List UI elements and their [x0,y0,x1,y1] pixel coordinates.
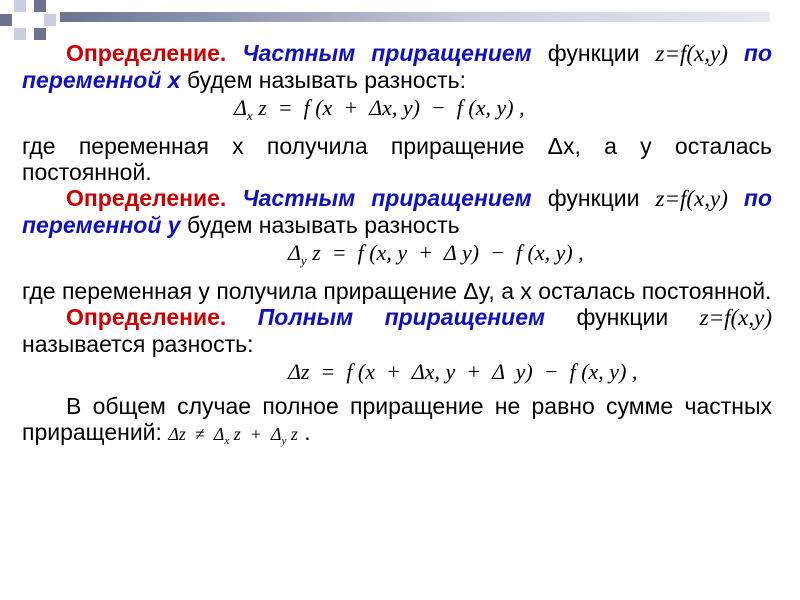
header-bar [60,12,770,22]
deco-square [34,0,46,12]
deco-square [26,12,40,26]
variable-term: по переменной x [22,40,772,93]
definition-2 [22,185,772,238]
deco-square [34,28,46,40]
formula-tail: , [572,240,584,265]
conclusion-tail: . [297,419,311,445]
deco-square [14,0,26,12]
function-name: z=f(x,y) [655,186,728,211]
formula-part: Δz ≠ Δ [168,424,225,444]
deco-square [14,28,26,40]
definition-label: Определение. [66,40,227,66]
text: функции [531,40,656,66]
definition-label: Определение. [66,185,227,211]
definition-2-note: где переменная y получила приращение Δy, а x осталась постоянной. [22,278,772,304]
slide-content [22,40,772,454]
formula-part: z + Δ [229,424,282,444]
text: будем называть разность: [180,67,467,93]
conclusion [22,393,772,454]
definition-1 [22,40,772,93]
text: называется разность: [22,331,254,357]
formula-total [22,357,772,387]
formula-tail: , [626,359,638,384]
formula-body: Δz = f (x + Δx, y + Δ y) − f (x, y) [288,359,627,384]
formula-part: z [286,424,298,444]
definition-term: Полным приращением [257,304,546,330]
subscript: x [246,108,253,123]
conclusion-text: В общем случае полное приращение не равно сумме частных приращений: [22,393,772,445]
definition-3 [22,304,772,357]
variable-term: по переменной y [22,185,772,238]
subscript: y [300,253,307,268]
subscript: x [224,435,230,447]
function-name: z=f(x,y) [699,305,772,330]
function-name: z=f(x,y) [655,41,728,66]
inequality-formula [168,424,298,447]
definition-term: Частным приращением [242,185,532,211]
formula-body: z = f (x, y + Δ y) − f (x, y) [306,240,573,265]
definition-1-note: где переменная x получила приращение Δx, а y осталась постоянной. [22,133,772,185]
deco-square [0,14,12,26]
subscript: y [281,435,287,447]
definition-term: Частным приращением [242,40,532,66]
formula-partial-x: $\Delta_x$ z = f (x + Δx, y) − f (x, y) , [234,95,525,123]
formula-body: z = f (x + Δx, y) − f (x, y) [252,95,514,120]
text: функции [531,185,656,211]
deco-square [44,14,56,26]
text: будем называть разность [180,212,460,238]
definition-label: Определение. [66,304,227,330]
text: функции [545,304,700,330]
formula-partial-y: $\Delta_y$ z = f (x, y + Δ y) − f (x, y) , [288,240,584,268]
formula-tail: , [513,95,525,120]
